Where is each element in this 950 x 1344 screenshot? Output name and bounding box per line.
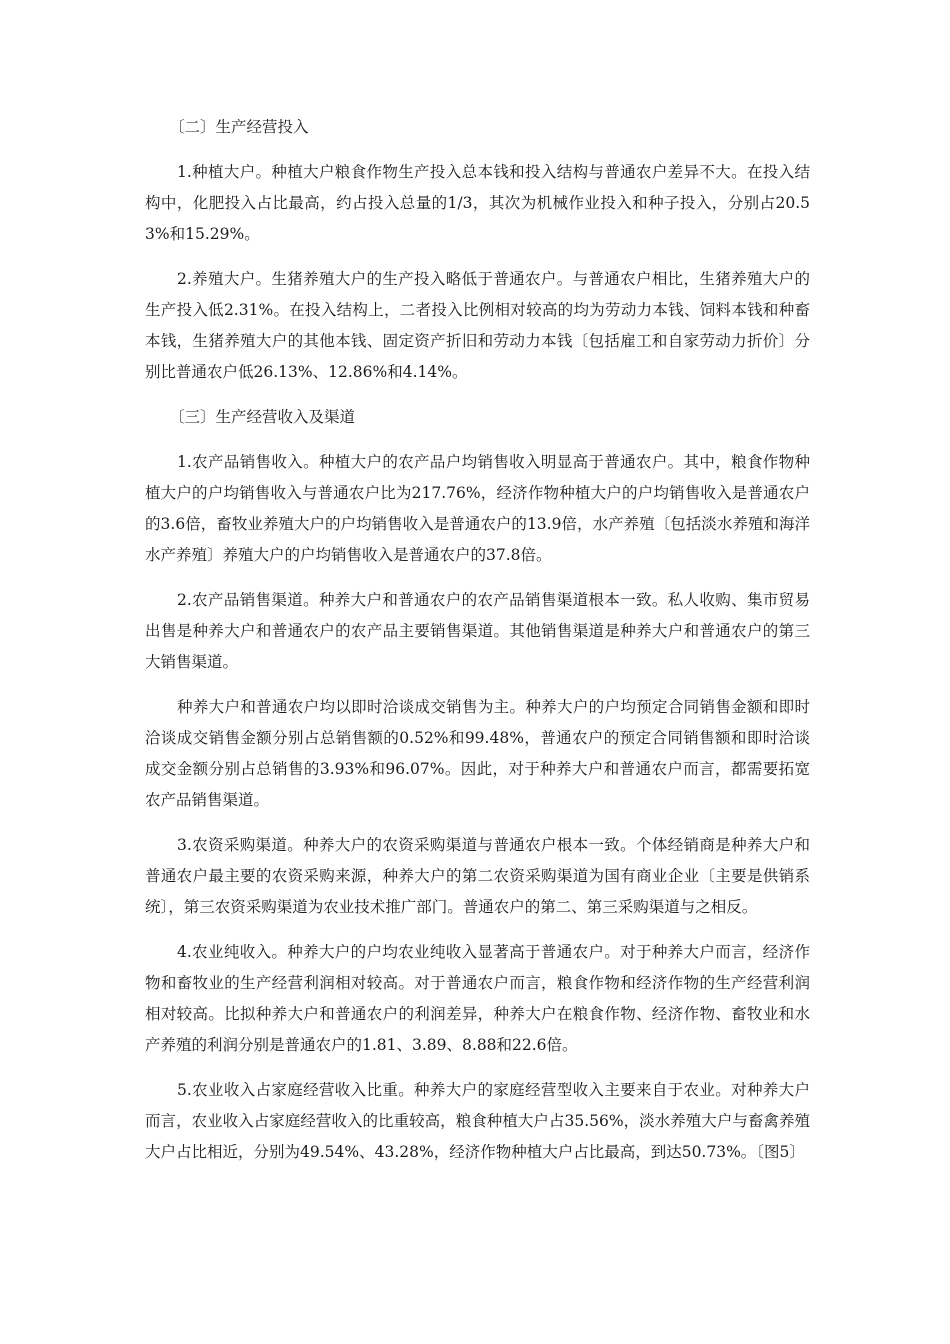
document-body bbox=[145, 112, 810, 1182]
paragraph-planting-households: 1.种植大户。种植大户粮食作物生产投入总本钱和投入结构与普通农户差异不大。在投入结构中，化肥投入占比最高，约占投入总量的1/3，其次为机械作业投入和种子投入，分别占20.53%和15.29%。 bbox=[145, 163, 810, 243]
paragraph-purchase-channels: 3.农资采购渠道。种养大户的农资采购渠道与普通农户根本一致。个体经销商是种养大户和普通农户最主要的农资采购来源，种养大户的第二农资采购渠道为国有商业企业〔主要是供销系统〕，第三农资采购渠道为农业技术推广部门。普通农户的第二、第三采购渠道与之相反。 bbox=[145, 836, 810, 916]
paragraph-income-share: 5.农业收入占家庭经营收入比重。种养大户的家庭经营型收入主要来自于农业。对种养大户而言，农业收入占家庭经营收入的比重较高，粮食种植大户占35.56%，淡水养殖大户与畜禽养殖大户占比相近，分别为49.54%、43.28%，经济作物种植大户占比最高，到达50.73%。〔图5〕 bbox=[145, 1081, 810, 1161]
paragraph-sales-income: 1.农产品销售收入。种植大户的农产品户均销售收入明显高于普通农户。其中，粮食作物种植大户的户均销售收入与普通农户比为217.76%，经济作物种植大户的户均销售收入是普通农户的3.6倍，畜牧业养殖大户的户均销售收入是普通农户的13.9倍，水产养殖〔包括淡水养殖和海洋水产养殖〕养殖大户的户均销售收入是普通农户的37.8倍。 bbox=[145, 453, 810, 564]
section-heading-income-channels: 〔三〕生产经营收入及渠道 bbox=[169, 408, 356, 426]
paragraph-breeding-households: 2.养殖大户。生猪养殖大户的生产投入略低于普通农户。与普通农户相比，生猪养殖大户的生产投入低2.31%。在投入结构上，二者投入比例相对较高的均为劳动力本钱、饲料本钱和种畜本钱，生猪养殖大户的其他本钱、固定资产折旧和劳动力本钱〔包括雇工和自家劳动力折价〕分别比普通农户低26.13%、12.86%和4.14%。 bbox=[145, 270, 810, 381]
paragraph-sales-methods: 种养大户和普通农户均以即时洽谈成交销售为主。种养大户的户均预定合同销售金额和即时洽谈成交销售金额分别占总销售额的0.52%和99.48%，普通农户的预定合同销售额和即时洽谈成交金额分别占总销售的3.93%和96.07%。因此，对于种养大户和普通农户而言，都需要拓宽农产品销售渠道。 bbox=[145, 698, 810, 809]
paragraph-net-income: 4.农业纯收入。种养大户的户均农业纯收入显著高于普通农户。对于种养大户而言，经济作物和畜牧业的生产经营利润相对较高。对于普通农户而言，粮食作物和经济作物的生产经营利润相对较高。比拟种养大户和普通农户的利润差异，种养大户在粮食作物、经济作物、畜牧业和水产养殖的利润分别是普通农户的1.81、3.89、8.88和22.6倍。 bbox=[145, 943, 810, 1054]
section-heading-inputs: 〔二〕生产经营投入 bbox=[169, 118, 309, 136]
paragraph-sales-channels: 2.农产品销售渠道。种养大户和普通农户的农产品销售渠道根本一致。私人收购、集市贸易出售是种养大户和普通农户的农产品主要销售渠道。其他销售渠道是种养大户和普通农户的第三大销售渠道。 bbox=[145, 591, 810, 671]
